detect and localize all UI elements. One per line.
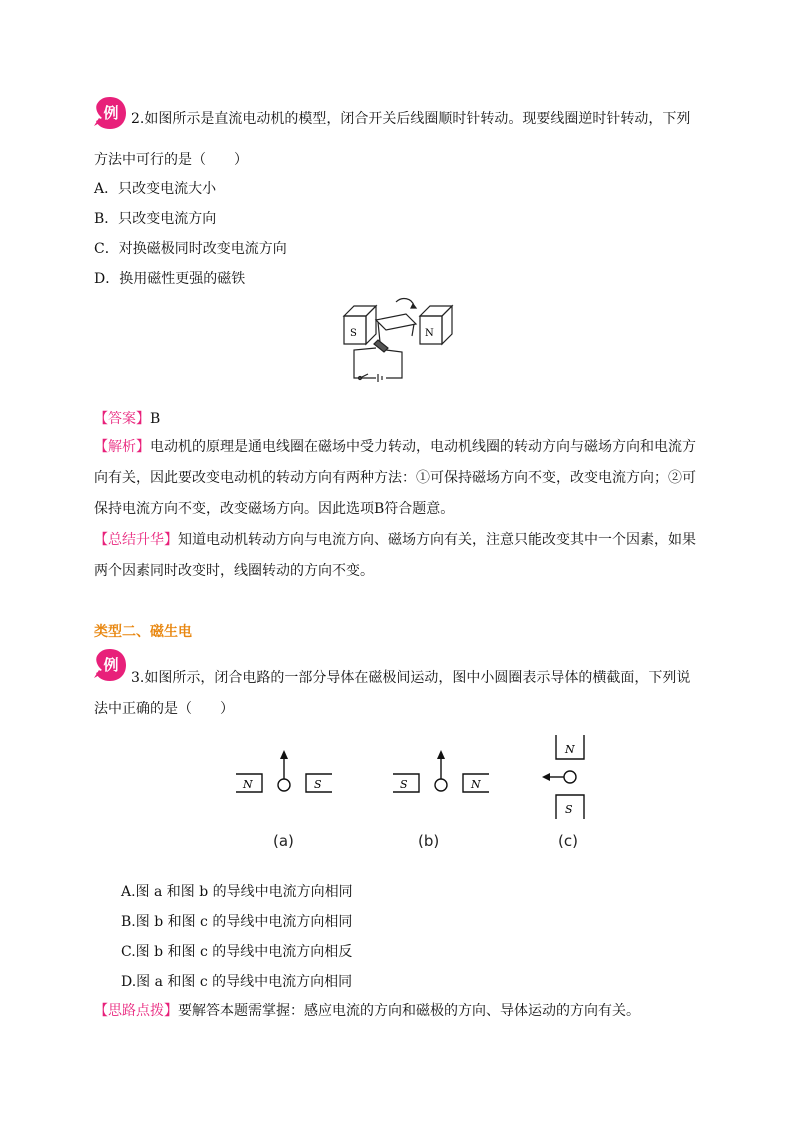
fig-c-top-pole: N bbox=[565, 743, 575, 756]
q2-option-a: A．只改变电流大小 bbox=[94, 181, 217, 197]
analysis-tag: 【解析】 bbox=[94, 439, 150, 455]
example-badge-icon bbox=[93, 648, 127, 682]
q3-stem-line1: 3.如图所示，闭合电路的一部分导体在磁极间运动，图中小圆圈表示导体的横截面，下列说 bbox=[131, 670, 691, 686]
q3-stem-line2: 法中正确的是（ ） bbox=[94, 701, 234, 717]
q2-analysis-line3: 保持电流方向不变，改变磁场方向。因此选项B符合题意。 bbox=[94, 501, 455, 517]
q2-option-b: B．只改变电流方向 bbox=[94, 211, 217, 227]
hint-text: 要解答本题需掌握：感应电流的方向和磁极的方向、导体运动的方向有关。 bbox=[178, 1003, 640, 1019]
q2-stem-line2: 方法中可行的是（ ） bbox=[94, 152, 248, 168]
svg-text:例: 例 bbox=[103, 104, 119, 122]
fig-b-right-pole: N bbox=[471, 778, 481, 791]
q2-analysis-line2: 向有关，因此要改变电动机的转动方向有两种方法：①可保持磁场方向不变，改变电流方向；②可 bbox=[94, 470, 696, 486]
figure-b bbox=[391, 748, 491, 798]
section-heading: 类型二、磁生电 bbox=[94, 624, 192, 640]
fig-c-label: (c) bbox=[558, 832, 578, 850]
figure-c bbox=[540, 733, 600, 823]
summary-text-1: 知道电动机转动方向与电流方向、磁场方向有关，注意只能改变其中一个因素，如果 bbox=[178, 532, 696, 548]
fig-c-bottom-pole: S bbox=[565, 803, 573, 816]
fig-a-right-pole: S bbox=[314, 778, 322, 791]
q3-option-c: C.图 b 和图 c 的导线中电流方向相反 bbox=[121, 944, 353, 960]
q3-hint bbox=[94, 1001, 640, 1021]
fig-b-label: (b) bbox=[418, 832, 440, 850]
q2-answer bbox=[94, 409, 160, 429]
motor-n-label: N bbox=[425, 328, 434, 339]
q2-summary-line2: 两个因素同时改变时，线圈转动的方向不变。 bbox=[94, 563, 374, 579]
q2-option-c: C．对换磁极同时改变电流方向 bbox=[94, 241, 287, 257]
q2-summary-line1 bbox=[94, 530, 696, 550]
answer-value: B bbox=[150, 411, 161, 427]
figure-a bbox=[234, 748, 334, 798]
example-badge-icon bbox=[93, 96, 127, 130]
analysis-text-1: 电动机的原理是通电线圈在磁场中受力转动，电动机线圈的转动方向与磁场方向和电流方 bbox=[150, 439, 696, 455]
q3-option-d: D.图 a 和图 c 的导线中电流方向相同 bbox=[121, 974, 353, 990]
fig-b-left-pole: S bbox=[400, 778, 408, 791]
motor-s-label: S bbox=[350, 328, 357, 339]
q2-option-d: D．换用磁性更强的磁铁 bbox=[94, 271, 246, 287]
q3-option-a: A.图 a 和图 b 的导线中电流方向相同 bbox=[121, 884, 353, 900]
dc-motor-figure bbox=[336, 296, 462, 384]
fig-a-left-pole: N bbox=[243, 778, 253, 791]
answer-tag: 【答案】 bbox=[94, 411, 150, 427]
summary-tag: 【总结升华】 bbox=[94, 532, 178, 548]
hint-tag: 【思路点拨】 bbox=[94, 1003, 178, 1019]
q3-option-b: B.图 b 和图 c 的导线中电流方向相同 bbox=[121, 914, 353, 930]
q2-analysis-line1 bbox=[94, 437, 696, 457]
fig-a-label: (a) bbox=[273, 832, 294, 850]
q2-stem-line1: 2.如图所示是直流电动机的模型，闭合开关后线圈顺时针转动。现要线圈逆时针转动，下列 bbox=[131, 111, 691, 127]
svg-text:例: 例 bbox=[103, 656, 119, 674]
